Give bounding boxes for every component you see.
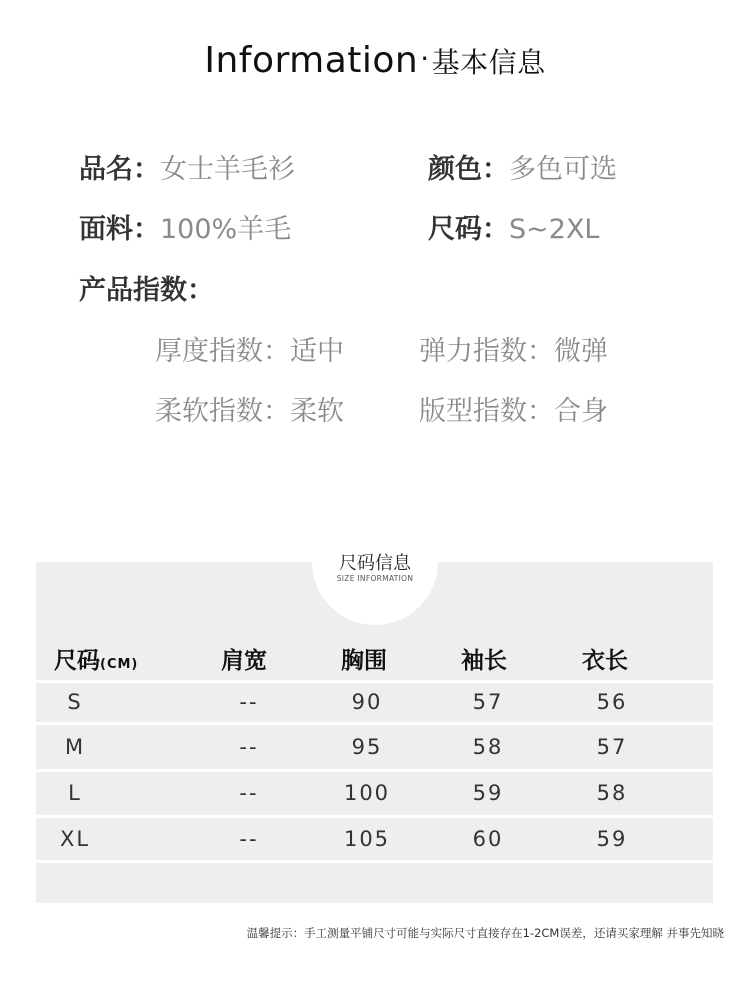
cell-size: S [67, 690, 83, 714]
cell-size: M [64, 735, 86, 759]
cell-length: 56 [596, 690, 628, 714]
table-header-length: 衣长 [582, 648, 628, 674]
info-fabric-label: 面料： [79, 214, 160, 245]
table-header-size [54, 642, 138, 675]
index-softness: 柔软指数：柔软 [155, 396, 344, 427]
info-fabric-value: 100%羊毛 [160, 214, 292, 245]
cell-sleeve: 57 [472, 690, 504, 714]
measurement-note-text: 温馨提示：手工测量平铺尺寸可能与实际尺寸直接存在1-2CM误差，还请买家理解 并事先知晓 [246, 926, 724, 940]
info-name-label: 品名： [79, 154, 160, 185]
info-color-value: 多色可选 [509, 154, 617, 185]
table-header-unit: (CM) [100, 657, 139, 672]
cell-length: 57 [596, 735, 628, 759]
index-fit: 版型指数：合身 [419, 396, 608, 427]
size-info-badge-cn: 尺码信息 [339, 553, 411, 574]
cell-shoulder: -- [239, 827, 259, 851]
cell-shoulder: -- [239, 781, 259, 805]
table-header-shoulder: 肩宽 [221, 648, 267, 674]
info-color [428, 147, 617, 186]
row-divider [36, 680, 713, 683]
cell-shoulder: -- [239, 690, 259, 714]
info-size [428, 207, 599, 246]
info-fabric [79, 207, 291, 246]
table-header-size-label: 尺码 [54, 648, 100, 674]
title-en: Information [204, 40, 419, 81]
cell-chest: 100 [343, 781, 391, 805]
row-divider [36, 815, 713, 818]
cell-size: XL [59, 827, 91, 851]
measurement-note [0, 925, 750, 941]
cell-chest: 105 [343, 827, 391, 851]
info-name [79, 147, 295, 186]
table-header-sleeve: 袖长 [461, 648, 507, 674]
page-title [0, 40, 750, 81]
cell-size: L [68, 781, 82, 805]
cell-shoulder: -- [239, 735, 259, 759]
size-info-badge [312, 499, 438, 625]
size-info-badge-en: SIZE INFORMATION [336, 574, 414, 583]
row-divider [36, 860, 713, 863]
info-color-label: 颜色： [428, 154, 509, 185]
cell-chest: 95 [351, 735, 383, 759]
index-title [79, 268, 214, 307]
cell-chest: 90 [351, 690, 383, 714]
info-name-value: 女士羊毛衫 [160, 154, 295, 185]
index-title-label: 产品指数： [79, 275, 214, 306]
title-cn: 基本信息 [431, 46, 546, 79]
title-dot: · [420, 42, 430, 75]
info-size-value: S~2XL [509, 214, 600, 245]
cell-length: 59 [596, 827, 628, 851]
cell-sleeve: 58 [472, 735, 504, 759]
row-divider [36, 769, 713, 772]
index-thickness: 厚度指数：适中 [155, 336, 344, 367]
index-elasticity: 弹力指数：微弹 [419, 336, 608, 367]
row-divider [36, 722, 713, 725]
info-size-label: 尺码： [428, 214, 509, 245]
cell-sleeve: 60 [472, 827, 504, 851]
cell-sleeve: 59 [472, 781, 504, 805]
cell-length: 58 [596, 781, 628, 805]
table-header-chest: 胸围 [341, 648, 387, 674]
